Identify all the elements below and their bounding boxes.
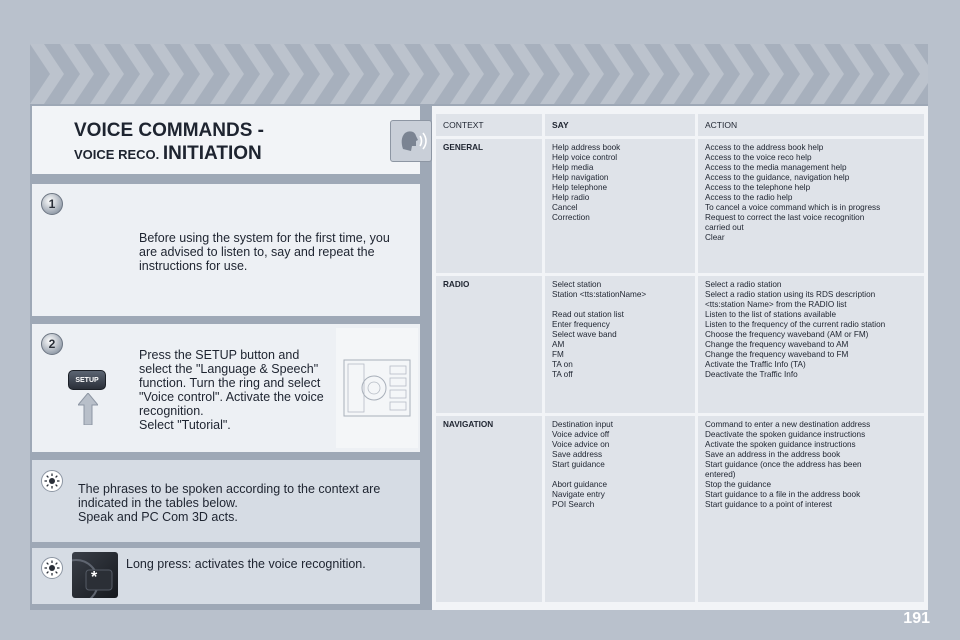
step-1-text: Before using the system for the first time, you are advised to listen to, say and repeat the instructions for use. <box>139 231 390 273</box>
sun-tip-icon <box>41 470 63 492</box>
row-general-action: Access to the address book help Access to the voice reco help Access to the media management help Access to the guidance, navigation help Access to the telephone help Access to the radio help To cancel a voice command which is in progress Request to correct the last voice recognition carried out Clear <box>698 139 924 273</box>
title-panel <box>32 106 420 174</box>
page-number: 191 <box>903 610 930 627</box>
row-navigation-say: Destination input Voice advice off Voice advice on Save address Start guidance Abort guidance Navigate entry POI Search <box>545 416 695 602</box>
radio-unit-illustration <box>336 328 418 448</box>
row-radio-context: RADIO <box>436 276 542 413</box>
voice-commands-table <box>432 106 928 610</box>
sun-tip-icon <box>41 557 63 579</box>
subtitle-small: VOICE RECO. <box>74 147 160 162</box>
chevron-banner <box>30 44 928 104</box>
row-general-context: GENERAL <box>436 139 542 273</box>
step-number-badge: 1 <box>41 193 63 215</box>
row-radio-say: Select station Station <tts:stationName> Read out station list Enter frequency Select wave band AM FM TA on TA off <box>545 276 695 413</box>
tip-2-text: Long press: activates the voice recognition. <box>126 557 366 571</box>
header-context: CONTEXT <box>436 114 542 136</box>
page-subtitle <box>74 143 262 165</box>
subtitle-big: INITIATION <box>162 143 262 164</box>
star-key-symbol: * <box>91 569 98 586</box>
row-radio-action: Select a radio station Select a radio station using its RDS description <tts:station Name> from the RADIO list Listen to the list of stations available Listen to the frequency of the current radio station Choose the frequency waveband (AM or FM) Change the frequency waveband to AM Change the frequency waveband to FM Activate the Traffic Info (TA) Deactivate the Traffic Info <box>698 276 924 413</box>
arrow-up-icon <box>78 393 98 425</box>
page-title: VOICE COMMANDS - <box>74 120 264 141</box>
header-action: ACTION <box>698 114 924 136</box>
voice-recognition-icon <box>390 120 432 162</box>
header-say: SAY <box>545 114 695 136</box>
row-navigation-context: NAVIGATION <box>436 416 542 602</box>
step-number-badge: 2 <box>41 333 63 355</box>
star-key-photo <box>72 552 118 598</box>
step-1-panel <box>32 184 420 316</box>
tip-1-panel <box>32 460 420 542</box>
setup-button: SETUP <box>68 370 106 390</box>
step-2-text: Press the SETUP button and select the "Language & Speech" function. Turn the ring and select "Voice control". Activate the voice recognition. Select "Tutorial". <box>139 348 324 432</box>
tip-1-text: The phrases to be spoken according to the context are indicated in the tables below. Speak and PC Com 3D acts. <box>78 482 381 524</box>
row-general-say: Help address book Help voice control Help media Help navigation Help telephone Help radio Cancel Correction <box>545 139 695 273</box>
row-navigation-action: Command to enter a new destination address Deactivate the spoken guidance instructions Activate the spoken guidance instructions Save an address in the address book Start guidance (once the address has been entered) Stop the guidance Start guidance to a file in the address book Start guidance to a point of interest <box>698 416 924 602</box>
